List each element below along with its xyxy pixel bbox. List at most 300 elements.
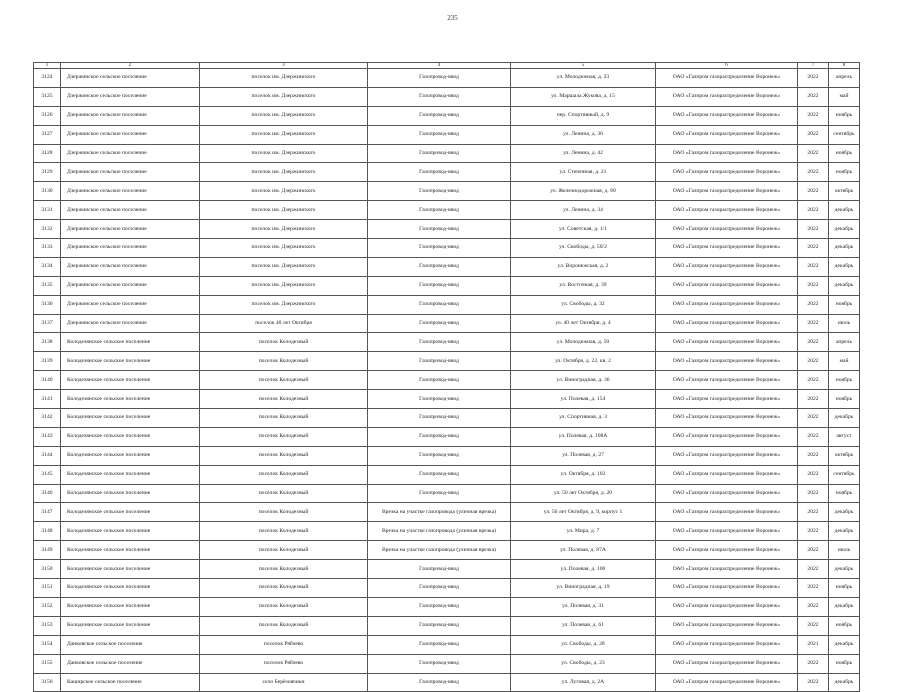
locality-cell: поселок им. Дзержинского — [200, 106, 368, 125]
address-cell: ул. Полевая, д. 108А — [511, 427, 656, 446]
locality-cell: поселок Колодезный — [200, 541, 368, 560]
address-cell: ул. 50 лет Октября, д. 9, корпус 1 — [511, 503, 656, 522]
page-number: 235 — [447, 14, 458, 22]
locality-cell: поселок Колодезный — [200, 484, 368, 503]
locality-cell: поселок им. Дзержинского — [200, 144, 368, 163]
row-number-cell: 3136 — [34, 295, 61, 314]
address-cell: ул. Свободы, д. 23 — [511, 654, 656, 673]
object-type-cell: Газопровод-ввод — [368, 69, 511, 88]
address-cell: ул. Мира, д. 7 — [511, 522, 656, 541]
object-type-cell: Газопровод-ввод — [368, 295, 511, 314]
locality-cell: поселок Колодезный — [200, 446, 368, 465]
settlement-district-cell: Колодезянское сельское поселение — [61, 503, 200, 522]
table-row — [34, 314, 860, 333]
gasification-table — [33, 62, 860, 692]
address-cell: ул. Полевая, д. 87А — [511, 541, 656, 560]
month-cell: ноябрь — [829, 616, 860, 635]
month-cell: ноябрь — [829, 163, 860, 182]
organization-cell: ОАО «Газпром газораспределение Воронеж» — [656, 635, 798, 654]
object-type-cell: Врезка на участке газопровода (уличная врезка) — [368, 541, 511, 560]
organization-cell: ОАО «Газпром газораспределение Воронеж» — [656, 333, 798, 352]
settlement-district-cell: Дзержинское сельское поселение — [61, 314, 200, 333]
table-row — [34, 87, 860, 106]
row-number-cell: 3137 — [34, 314, 61, 333]
year-cell: 2022 — [798, 220, 829, 239]
organization-cell: ОАО «Газпром газораспределение Воронеж» — [656, 276, 798, 295]
settlement-district-cell: Дзержинское сельское поселение — [61, 163, 200, 182]
object-type-cell: Газопровод-ввод — [368, 409, 511, 428]
address-cell: ул. Железнодорожная, д. 80 — [511, 182, 656, 201]
settlement-district-cell: Дзержинское сельское поселение — [61, 69, 200, 88]
organization-cell: ОАО «Газпром газораспределение Воронеж» — [656, 654, 798, 673]
settlement-district-cell: Дзержинское сельское поселение — [61, 295, 200, 314]
object-type-cell: Газопровод-ввод — [368, 465, 511, 484]
address-cell: ул. Ленина, д. 34 — [511, 201, 656, 220]
object-type-cell: Газопровод-ввод — [368, 276, 511, 295]
row-number-cell: 3132 — [34, 220, 61, 239]
table-row — [34, 201, 860, 220]
table-row — [34, 579, 860, 598]
month-cell: июль — [829, 541, 860, 560]
month-cell: ноябрь — [829, 295, 860, 314]
address-cell: ул. Спортивная, д. 3 — [511, 409, 656, 428]
row-number-cell: 3156 — [34, 673, 61, 692]
month-cell: сентябрь — [829, 125, 860, 144]
month-cell: декабрь — [829, 597, 860, 616]
year-cell: 2022 — [798, 673, 829, 692]
column-number: 8 — [829, 63, 860, 69]
month-cell: октябрь — [829, 446, 860, 465]
organization-cell: ОАО «Газпром газораспределение Воронеж» — [656, 409, 798, 428]
organization-cell: ОАО «Газпром газораспределение Воронеж» — [656, 144, 798, 163]
locality-cell: поселок Колодезный — [200, 616, 368, 635]
row-number-cell: 3126 — [34, 106, 61, 125]
column-number: 1 — [34, 63, 61, 69]
object-type-cell: Газопровод-ввод — [368, 654, 511, 673]
organization-cell: ОАО «Газпром газораспределение Воронеж» — [656, 352, 798, 371]
month-cell: декабрь — [829, 239, 860, 258]
locality-cell: поселок Колодезный — [200, 560, 368, 579]
object-type-cell: Газопровод-ввод — [368, 201, 511, 220]
organization-cell: ОАО «Газпром газораспределение Воронеж» — [656, 541, 798, 560]
address-cell: ул. Луговая, д. 2А — [511, 673, 656, 692]
row-number-cell: 3130 — [34, 182, 61, 201]
settlement-district-cell: Данковское сельское поселение — [61, 654, 200, 673]
settlement-district-cell: Каширское сельское поселение — [61, 673, 200, 692]
column-number: 5 — [511, 63, 656, 69]
column-number: 7 — [798, 63, 829, 69]
row-number-cell: 3124 — [34, 69, 61, 88]
settlement-district-cell: Колодезянское сельское поселение — [61, 579, 200, 598]
organization-cell: ОАО «Газпром газораспределение Воронеж» — [656, 522, 798, 541]
object-type-cell: Газопровод-ввод — [368, 635, 511, 654]
organization-cell: ОАО «Газпром газораспределение Воронеж» — [656, 597, 798, 616]
locality-cell: поселок Рябчево — [200, 635, 368, 654]
column-number: 4 — [368, 63, 511, 69]
object-type-cell: Врезка на участке газопровода (уличная врезка) — [368, 522, 511, 541]
object-type-cell: Газопровод-ввод — [368, 87, 511, 106]
object-type-cell: Газопровод-ввод — [368, 314, 511, 333]
month-cell: ноябрь — [829, 579, 860, 598]
year-cell: 2022 — [798, 503, 829, 522]
locality-cell: поселок Колодезный — [200, 333, 368, 352]
month-cell: апрель — [829, 333, 860, 352]
table-row — [34, 352, 860, 371]
address-cell: ул. Ленина, д. 36 — [511, 125, 656, 144]
year-cell: 2022 — [798, 314, 829, 333]
month-cell: ноябрь — [829, 484, 860, 503]
locality-cell: поселок Колодезный — [200, 352, 368, 371]
organization-cell: ОАО «Газпром газораспределение Воронеж» — [656, 239, 798, 258]
year-cell: 2022 — [798, 597, 829, 616]
organization-cell: ОАО «Газпром газораспределение Воронеж» — [656, 106, 798, 125]
organization-cell: ОАО «Газпром газораспределение Воронеж» — [656, 257, 798, 276]
object-type-cell: Газопровод-ввод — [368, 446, 511, 465]
address-cell: ул. Октября, д. 102 — [511, 465, 656, 484]
month-cell: май — [829, 352, 860, 371]
month-cell: ноябрь — [829, 390, 860, 409]
row-number-cell: 3128 — [34, 144, 61, 163]
year-cell: 2022 — [798, 409, 829, 428]
table-row — [34, 144, 860, 163]
table-row — [34, 125, 860, 144]
table-row — [34, 371, 860, 390]
settlement-district-cell: Колодезянское сельское поселение — [61, 446, 200, 465]
locality-cell: поселок 40 лет Октября — [200, 314, 368, 333]
row-number-cell: 3149 — [34, 541, 61, 560]
month-cell: август — [829, 427, 860, 446]
locality-cell: поселок им. Дзержинского — [200, 295, 368, 314]
object-type-cell: Газопровод-ввод — [368, 484, 511, 503]
year-cell: 2022 — [798, 446, 829, 465]
organization-cell: ОАО «Газпром газораспределение Воронеж» — [656, 314, 798, 333]
table-row — [34, 522, 860, 541]
table-row — [34, 427, 860, 446]
organization-cell: ОАО «Газпром газораспределение Воронеж» — [656, 616, 798, 635]
locality-cell: поселок Колодезный — [200, 503, 368, 522]
settlement-district-cell: Колодезянское сельское поселение — [61, 465, 200, 484]
object-type-cell: Газопровод-ввод — [368, 597, 511, 616]
locality-cell: поселок им. Дзержинского — [200, 257, 368, 276]
settlement-district-cell: Дзержинское сельское поселение — [61, 87, 200, 106]
address-cell: ул. Свободы, д. 32 — [511, 295, 656, 314]
column-number: 2 — [61, 63, 200, 69]
year-cell: 2022 — [798, 125, 829, 144]
object-type-cell: Газопровод-ввод — [368, 239, 511, 258]
locality-cell: поселок Колодезный — [200, 371, 368, 390]
locality-cell: село Берёзовчики — [200, 673, 368, 692]
row-number-cell: 3140 — [34, 371, 61, 390]
address-cell: ул. Полевая, д. 27 — [511, 446, 656, 465]
organization-cell: ОАО «Газпром газораспределение Воронеж» — [656, 69, 798, 88]
object-type-cell: Газопровод-ввод — [368, 257, 511, 276]
address-cell: ул. Молодежная, д. 23 — [511, 69, 656, 88]
object-type-cell: Газопровод-ввод — [368, 579, 511, 598]
row-number-cell: 3151 — [34, 579, 61, 598]
month-cell: декабрь — [829, 673, 860, 692]
year-cell: 2022 — [798, 333, 829, 352]
month-cell: декабрь — [829, 522, 860, 541]
month-cell: июль — [829, 314, 860, 333]
year-cell: 2022 — [798, 257, 829, 276]
row-number-cell: 3135 — [34, 276, 61, 295]
year-cell: 2021 — [798, 635, 829, 654]
year-cell: 2022 — [798, 144, 829, 163]
locality-cell: поселок Колодезный — [200, 579, 368, 598]
address-cell: пер. Спортивный, д. 9 — [511, 106, 656, 125]
row-number-cell: 3153 — [34, 616, 61, 635]
table-row — [34, 541, 860, 560]
locality-cell: поселок Рябчево — [200, 654, 368, 673]
address-cell: ул. 50 лет Октября, д. 20 — [511, 484, 656, 503]
locality-cell: поселок им. Дзержинского — [200, 125, 368, 144]
organization-cell: ОАО «Газпром газораспределение Воронеж» — [656, 182, 798, 201]
table-row — [34, 635, 860, 654]
month-cell: октябрь — [829, 182, 860, 201]
year-cell: 2022 — [798, 182, 829, 201]
row-number-cell: 3139 — [34, 352, 61, 371]
address-cell: ул. Свободы, д. 28 — [511, 635, 656, 654]
month-cell: декабрь — [829, 257, 860, 276]
year-cell: 2022 — [798, 522, 829, 541]
organization-cell: ОАО «Газпром газораспределение Воронеж» — [656, 163, 798, 182]
address-cell: ул. 40 лет Октября, д. 4 — [511, 314, 656, 333]
settlement-district-cell: Колодезянское сельское поселение — [61, 390, 200, 409]
row-number-cell: 3145 — [34, 465, 61, 484]
month-cell: ноябрь — [829, 144, 860, 163]
row-number-cell: 3141 — [34, 390, 61, 409]
table-row — [34, 654, 860, 673]
organization-cell: ОАО «Газпром газораспределение Воронеж» — [656, 673, 798, 692]
object-type-cell: Газопровод-ввод — [368, 371, 511, 390]
locality-cell: поселок Колодезный — [200, 390, 368, 409]
year-cell: 2022 — [798, 560, 829, 579]
year-cell: 2022 — [798, 295, 829, 314]
table-row — [34, 257, 860, 276]
locality-cell: поселок им. Дзержинского — [200, 163, 368, 182]
organization-cell: ОАО «Газпром газораспределение Воронеж» — [656, 125, 798, 144]
row-number-cell: 3152 — [34, 597, 61, 616]
row-number-cell: 3134 — [34, 257, 61, 276]
organization-cell: ОАО «Газпром газораспределение Воронеж» — [656, 390, 798, 409]
month-cell: ноябрь — [829, 654, 860, 673]
organization-cell: ОАО «Газпром газораспределение Воронеж» — [656, 560, 798, 579]
table-row — [34, 276, 860, 295]
settlement-district-cell: Дзержинское сельское поселение — [61, 125, 200, 144]
address-cell: ул. Ленина, д. 42 — [511, 144, 656, 163]
table-row — [34, 106, 860, 125]
settlement-district-cell: Дзержинское сельское поселение — [61, 106, 200, 125]
year-cell: 2022 — [798, 390, 829, 409]
organization-cell: ОАО «Газпром газораспределение Воронеж» — [656, 427, 798, 446]
object-type-cell: Газопровод-ввод — [368, 390, 511, 409]
locality-cell: поселок им. Дзержинского — [200, 69, 368, 88]
object-type-cell: Газопровод-ввод — [368, 616, 511, 635]
month-cell: декабрь — [829, 201, 860, 220]
column-number: 3 — [200, 63, 368, 69]
organization-cell: ОАО «Газпром газораспределение Воронеж» — [656, 371, 798, 390]
month-cell: ноябрь — [829, 371, 860, 390]
table-row — [34, 503, 860, 522]
address-cell: ул. Полевая, д. 100 — [511, 560, 656, 579]
table-row — [34, 239, 860, 258]
organization-cell: ОАО «Газпром газораспределение Воронеж» — [656, 465, 798, 484]
table-row — [34, 597, 860, 616]
year-cell: 2022 — [798, 616, 829, 635]
row-number-cell: 3129 — [34, 163, 61, 182]
row-number-cell: 3144 — [34, 446, 61, 465]
year-cell: 2022 — [798, 276, 829, 295]
settlement-district-cell: Дзержинское сельское поселение — [61, 201, 200, 220]
month-cell: декабрь — [829, 276, 860, 295]
table-row — [34, 484, 860, 503]
object-type-cell: Газопровод-ввод — [368, 144, 511, 163]
organization-cell: ОАО «Газпром газораспределение Воронеж» — [656, 484, 798, 503]
object-type-cell: Газопровод-ввод — [368, 125, 511, 144]
table-row — [34, 465, 860, 484]
month-cell: декабрь — [829, 409, 860, 428]
settlement-district-cell: Колодезянское сельское поселение — [61, 371, 200, 390]
row-number-cell: 3125 — [34, 87, 61, 106]
row-number-cell: 3154 — [34, 635, 61, 654]
locality-cell: поселок им. Дзержинского — [200, 201, 368, 220]
year-cell: 2022 — [798, 352, 829, 371]
address-cell: ул. Степечная, д. 21 — [511, 163, 656, 182]
row-number-cell: 3146 — [34, 484, 61, 503]
settlement-district-cell: Колодезянское сельское поселение — [61, 541, 200, 560]
row-number-cell: 3131 — [34, 201, 61, 220]
table-row — [34, 295, 860, 314]
locality-cell: поселок им. Дзержинского — [200, 276, 368, 295]
settlement-district-cell: Дзержинское сельское поселение — [61, 182, 200, 201]
organization-cell: ОАО «Газпром газораспределение Воронеж» — [656, 87, 798, 106]
object-type-cell: Газопровод-ввод — [368, 163, 511, 182]
organization-cell: ОАО «Газпром газораспределение Воронеж» — [656, 220, 798, 239]
table-row — [34, 673, 860, 692]
month-cell: декабрь — [829, 635, 860, 654]
object-type-cell: Газопровод-ввод — [368, 106, 511, 125]
table-row — [34, 182, 860, 201]
month-cell: ноябрь — [829, 106, 860, 125]
year-cell: 2022 — [798, 163, 829, 182]
settlement-district-cell: Колодезянское сельское поселение — [61, 484, 200, 503]
year-cell: 2022 — [798, 465, 829, 484]
address-cell: ул. Полевая, д. 31 — [511, 597, 656, 616]
settlement-district-cell: Колодезянское сельское поселение — [61, 409, 200, 428]
table-row — [34, 220, 860, 239]
object-type-cell: Газопровод-ввод — [368, 352, 511, 371]
object-type-cell: Врезка на участке газопровода (уличная врезка) — [368, 503, 511, 522]
locality-cell: поселок Колодезный — [200, 409, 368, 428]
year-cell: 2022 — [798, 427, 829, 446]
month-cell: май — [829, 87, 860, 106]
settlement-district-cell: Дзержинское сельское поселение — [61, 257, 200, 276]
object-type-cell: Газопровод-ввод — [368, 673, 511, 692]
settlement-district-cell: Колодезянское сельское поселение — [61, 427, 200, 446]
address-cell: ул. Виноградная, д. 19 — [511, 579, 656, 598]
organization-cell: ОАО «Газпром газораспределение Воронеж» — [656, 446, 798, 465]
address-cell: ул. Полевая, д. 154 — [511, 390, 656, 409]
organization-cell: ОАО «Газпром газораспределение Воронеж» — [656, 201, 798, 220]
settlement-district-cell: Данковское сельское поселение — [61, 635, 200, 654]
address-cell: ул. Молодежная, д. 50 — [511, 333, 656, 352]
table-row — [34, 163, 860, 182]
row-number-cell: 3155 — [34, 654, 61, 673]
table-row — [34, 69, 860, 88]
row-number-cell: 3142 — [34, 409, 61, 428]
settlement-district-cell: Колодезянское сельское поселение — [61, 560, 200, 579]
locality-cell: поселок Колодезный — [200, 597, 368, 616]
settlement-district-cell: Колодезянское сельское поселение — [61, 597, 200, 616]
year-cell: 2022 — [798, 654, 829, 673]
year-cell: 2022 — [798, 201, 829, 220]
table-row — [34, 409, 860, 428]
settlement-district-cell: Колодезянское сельское поселение — [61, 352, 200, 371]
object-type-cell: Газопровод-ввод — [368, 560, 511, 579]
organization-cell: ОАО «Газпром газораспределение Воронеж» — [656, 503, 798, 522]
month-cell: декабрь — [829, 503, 860, 522]
table-row — [34, 560, 860, 579]
row-number-cell: 3138 — [34, 333, 61, 352]
row-number-cell: 3148 — [34, 522, 61, 541]
locality-cell: поселок Колодезный — [200, 465, 368, 484]
row-number-cell: 3133 — [34, 239, 61, 258]
settlement-district-cell: Дзержинское сельское поселение — [61, 144, 200, 163]
settlement-district-cell: Дзержинское сельское поселение — [61, 220, 200, 239]
locality-cell: поселок им. Дзержинского — [200, 87, 368, 106]
address-cell: ул. Октября, д. 22, кв. 2 — [511, 352, 656, 371]
row-number-cell: 3147 — [34, 503, 61, 522]
month-cell: декабрь — [829, 560, 860, 579]
table-row — [34, 616, 860, 635]
locality-cell: поселок им. Дзержинского — [200, 239, 368, 258]
object-type-cell: Газопровод-ввод — [368, 182, 511, 201]
year-cell: 2022 — [798, 541, 829, 560]
year-cell: 2022 — [798, 239, 829, 258]
locality-cell: поселок Колодезный — [200, 522, 368, 541]
month-cell: апрель — [829, 69, 860, 88]
address-cell: ул. Воронежская, д. 2 — [511, 257, 656, 276]
locality-cell: поселок Колодезный — [200, 427, 368, 446]
address-cell: ул. Советская, д. 1/1 — [511, 220, 656, 239]
year-cell: 2022 — [798, 484, 829, 503]
settlement-district-cell: Дзержинское сельское поселение — [61, 239, 200, 258]
object-type-cell: Газопровод-ввод — [368, 333, 511, 352]
row-number-cell: 3150 — [34, 560, 61, 579]
locality-cell: поселок им. Дзержинского — [200, 182, 368, 201]
month-cell: декабрь — [829, 220, 860, 239]
settlement-district-cell: Колодезянское сельское поселение — [61, 616, 200, 635]
address-cell: ул. Виноградная, д. 36 — [511, 371, 656, 390]
table-row — [34, 333, 860, 352]
table-row — [34, 446, 860, 465]
locality-cell: поселок им. Дзержинского — [200, 220, 368, 239]
settlement-district-cell: Дзержинское сельское поселение — [61, 276, 200, 295]
organization-cell: ОАО «Газпром газораспределение Воронеж» — [656, 295, 798, 314]
address-cell: ул. Восточная, д. 39 — [511, 276, 656, 295]
year-cell: 2022 — [798, 106, 829, 125]
row-number-cell: 3143 — [34, 427, 61, 446]
settlement-district-cell: Колодезянское сельское поселение — [61, 522, 200, 541]
object-type-cell: Газопровод-ввод — [368, 220, 511, 239]
address-cell: ул. Свободы, д. 50/2 — [511, 239, 656, 258]
year-cell: 2022 — [798, 87, 829, 106]
organization-cell: ОАО «Газпром газораспределение Воронеж» — [656, 579, 798, 598]
month-cell: сентябрь — [829, 465, 860, 484]
address-cell: ул. Полевая, д. 61 — [511, 616, 656, 635]
address-cell: ул. Маршала Жукова, д. 15 — [511, 87, 656, 106]
year-cell: 2022 — [798, 579, 829, 598]
